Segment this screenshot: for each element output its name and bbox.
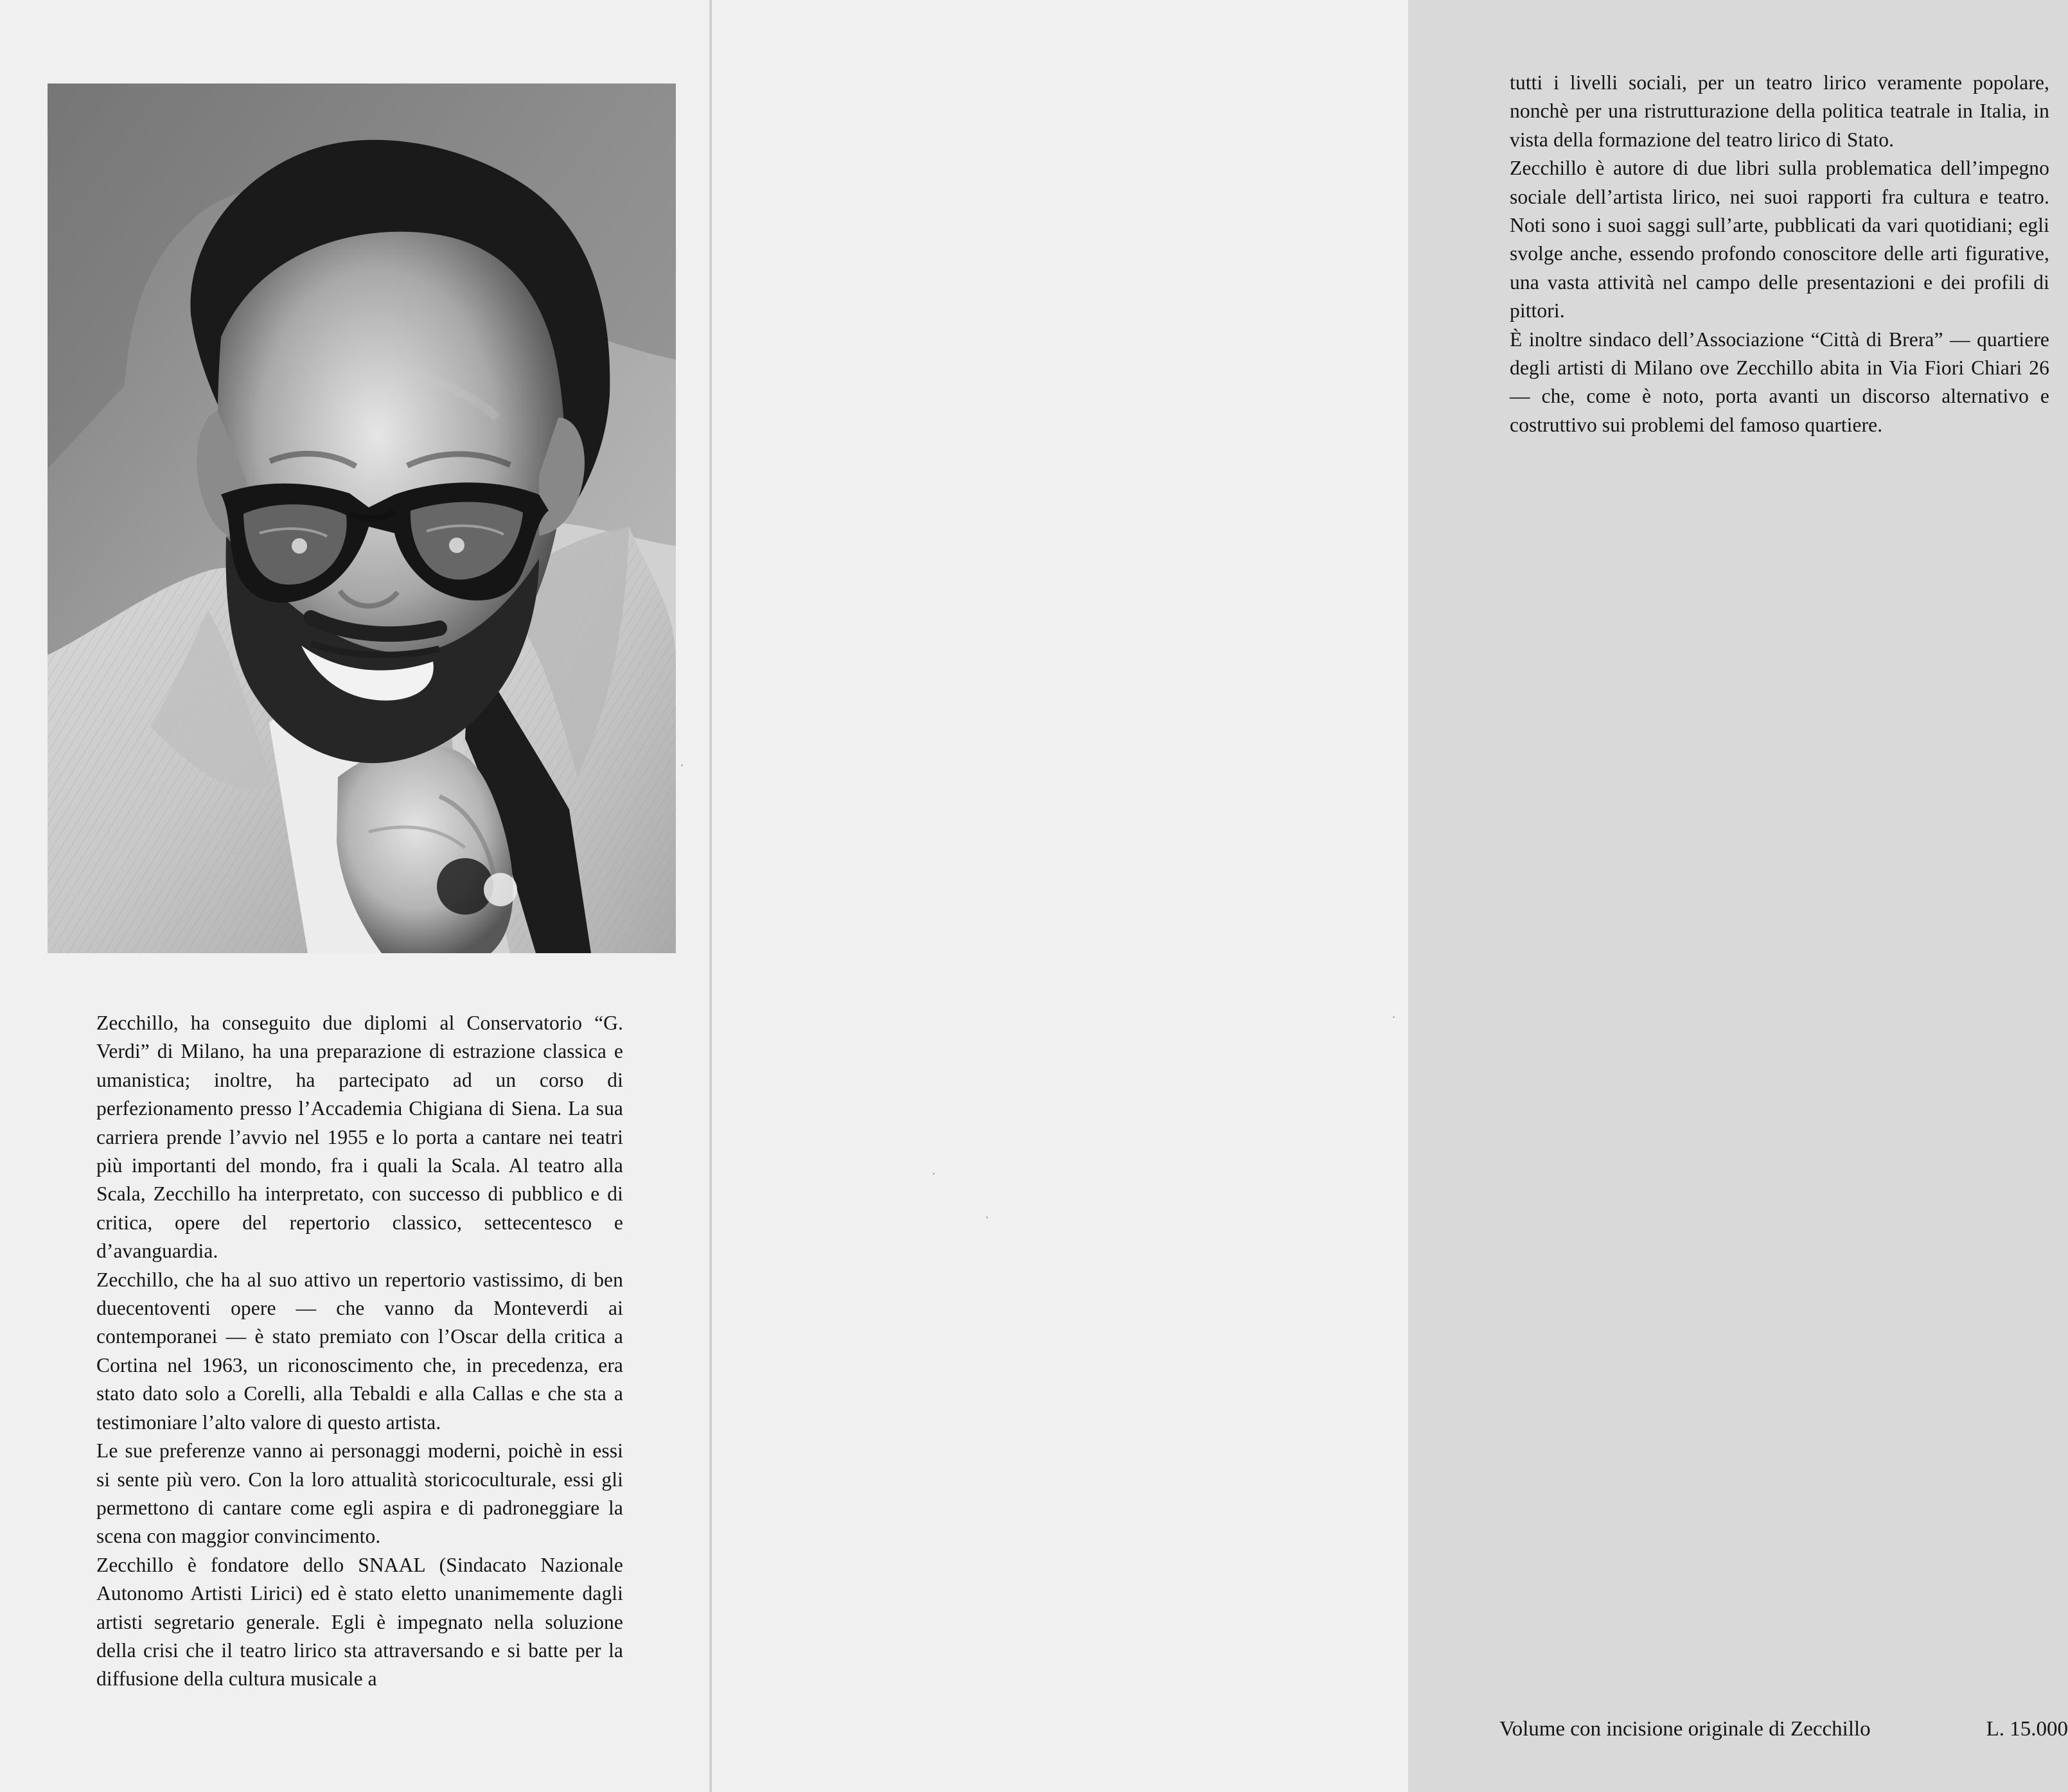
left-paragraph-3: Le sue preferenze vanno ai personaggi moderni, poichè in essi si sente più vero. Con la loro attualità storicoculturale, essi gli permettono di cantare come egli aspira e di padroneggiare la scena con maggior convincimento.: [96, 1439, 623, 1548]
paper-speck: [933, 1173, 935, 1175]
right-biography-text: [1510, 69, 2049, 439]
paper-speck: [681, 764, 683, 766]
portrait-photo: [48, 83, 676, 953]
right-page: [712, 0, 2068, 1792]
right-paragraph-3: È inoltre sindaco dell’Associazione “Città di Brera” — quartiere degli artisti di Milano ove Zecchillo abita in Via Fiori Chiari 26 — che, come è noto, porta avanti un discorso alternativo e costruttivo sui problemi del famoso quartiere.: [1510, 328, 2049, 436]
right-paragraph-2: Zecchillo è autore di due libri sulla problematica dell’impegno sociale dell’artista lirico, nei suoi rapporti fra cultura e teatro. Noti sono i suoi saggi sull’arte, pubblicati da vari quotidiani; egli svolge anche, essendo profondo conoscitore delle arti figurative, una vasta attività nel campo delle presentazioni e dei profili di pittori.: [1510, 157, 2049, 322]
right-paragraph-1: tutti i livelli sociali, per un teatro lirico veramente popolare, nonchè per una ristrutturazione della politica teatrale in Italia, in vista della formazione del teatro lirico di Stato.: [1510, 71, 2049, 151]
left-paragraph-4: Zecchillo è fondatore dello SNAAL (Sindacato Nazionale Autonomo Artisti Lirici) ed è stato eletto unanimemente dagli artisti segretario generale. Egli è impegnato nella soluzione della crisi che il teatro lirico sta attraversando e si batte per la diffusione della cultura musicale a: [96, 1553, 623, 1691]
left-paragraph-2: Zecchillo, che ha al suo attivo un repertorio vastissimo, di ben duecentoventi opere — che vanno da Monteverdi ai contemporanei — è stato premiato con l’Oscar della critica a Cortina nel 1963, un riconoscimento che, in precedenza, era stato dato solo a Corelli, alla Tebaldi e alla Callas e che sta a testimoniare l’alto valore di questo artista.: [96, 1268, 623, 1434]
volume-price-footer: [1499, 1715, 2068, 1743]
volume-description: Volume con incisione originale di Zecchillo: [1499, 1717, 1871, 1741]
left-page: [0, 0, 712, 1792]
left-paragraph-1: Zecchillo, ha conseguito due diplomi al Conservatorio “G. Verdi” di Milano, ha una preparazione di estrazione classica e umanistica; inoltre, ha partecipato ad un corso di perfezionamento presso l’Accademia Chigiana di Siena. La sua carriera prende l’avvio nel 1955 e lo porta a cantare nei teatri più importanti del mondo, fra i quali la Scala. Al teatro alla Scala, Zecchillo ha interpretato, con successo di pubblico e di critica, opere del repertorio classico, settecentesco e d’avanguardia.: [96, 1012, 623, 1263]
portrait-illustration: [48, 83, 676, 953]
paper-speck: [1393, 1016, 1395, 1018]
price-label: L. 15.000: [1986, 1717, 2068, 1741]
left-biography-text: [96, 1009, 623, 1694]
paper-speck: [986, 1217, 988, 1218]
